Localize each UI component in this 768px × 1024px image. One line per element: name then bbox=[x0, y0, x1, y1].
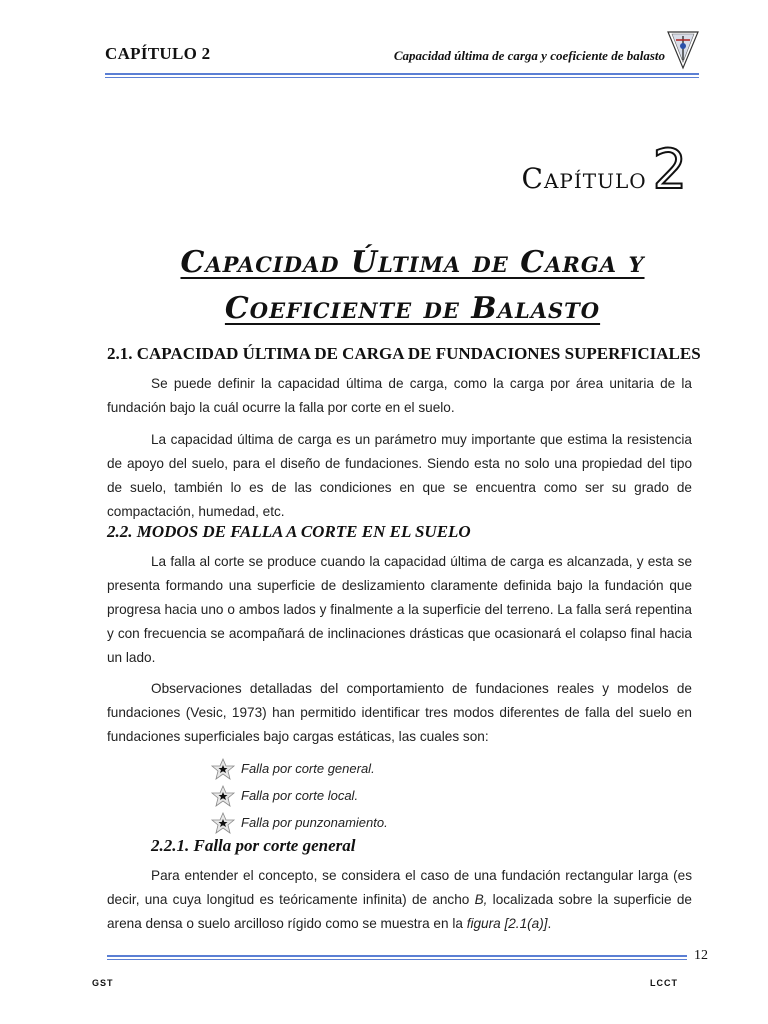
star-bullet-icon bbox=[207, 812, 239, 834]
section-2-2-paragraph-2-text: Observaciones detalladas del comportamiento de fundaciones reales y modelos de fundaciones (Vesic, 1973) han permitido identificar tres modos diferentes de falla del suelo en fundaciones superficiales bajo cargas estáticas, las cuales son: bbox=[107, 681, 692, 744]
star-bullet-icon bbox=[207, 758, 239, 780]
failure-modes-list bbox=[207, 755, 388, 836]
chapter-title-line1: Capacidad Última de Carga y bbox=[180, 245, 645, 280]
list-item bbox=[207, 782, 388, 809]
list-item-label: Falla por punzonamiento. bbox=[241, 815, 388, 830]
chapter-heading-number: 2 bbox=[652, 138, 688, 201]
section-2-2-1-heading: 2.2.1. Falla por corte general bbox=[151, 836, 356, 855]
header-rule-thin bbox=[105, 77, 699, 78]
list-item bbox=[207, 755, 388, 782]
section-2-1-paragraph-2 bbox=[107, 428, 692, 524]
section-2-2-paragraph-1 bbox=[107, 550, 692, 670]
section-2-2-1-text-c: . bbox=[547, 916, 552, 931]
figure-reference: figura [2.1(a)] bbox=[466, 916, 548, 931]
page-header bbox=[105, 44, 665, 70]
university-shield-logo-icon bbox=[666, 30, 700, 70]
section-2-1-paragraph-1 bbox=[107, 372, 692, 420]
list-item bbox=[207, 809, 388, 836]
list-item-label: Falla por corte local. bbox=[241, 788, 359, 803]
variable-b: B, bbox=[474, 892, 488, 907]
header-rule bbox=[105, 73, 699, 75]
star-bullet-icon bbox=[207, 785, 239, 807]
section-2-2-heading: 2.2. MODOS DE FALLA A CORTE EN EL SUELO bbox=[107, 522, 471, 541]
header-chapter: CAPÍTULO 2 bbox=[105, 44, 211, 63]
header-running-title: Capacidad última de carga y coeficiente de balasto bbox=[393, 48, 665, 63]
section-2-2-1-text-b: localizada sobre la superficie de arena densa o suelo arcilloso rígido como se muestra en la bbox=[107, 892, 692, 931]
chapter-heading-label: Capítulo bbox=[521, 162, 647, 195]
list-item-label: Falla por corte general. bbox=[241, 761, 375, 776]
section-2-2-1-paragraph bbox=[107, 864, 692, 936]
chapter-title-line2: Coeficiente de Balasto bbox=[224, 291, 601, 326]
chapter-heading bbox=[522, 138, 688, 201]
footer-left-label: GST bbox=[92, 978, 114, 988]
footer-rule-thin bbox=[107, 959, 687, 960]
footer-rule bbox=[107, 955, 687, 957]
section-2-1-paragraph-2-text: La capacidad última de carga es un parámetro muy importante que estima la resistencia de apoyo del suelo, para el diseño de fundaciones. Siendo esta no solo una propiedad del tipo de suelo, también lo es de las condiciones en que se encuentra como ser su grado de compactación, humedad, etc. bbox=[107, 432, 692, 519]
page-number: 12 bbox=[694, 948, 708, 963]
section-2-2-paragraph-1-text: La falla al corte se produce cuando la capacidad última de carga es alcanzada, y esta se presenta formando una superficie de deslizamiento claramente definida bajo la fundación que progresa hacia uno o ambos lados y finalmente a la superficie del terreno. La falla será repentina y con frecuencia se acompañará de inclinaciones drásticas que ocasionará el colapso final hacia un lado. bbox=[107, 554, 692, 665]
section-2-1-heading: 2.1. CAPACIDAD ÚLTIMA DE CARGA DE FUNDACIONES SUPERFICIALES bbox=[107, 344, 701, 363]
section-2-2-paragraph-2 bbox=[107, 677, 692, 749]
chapter-title bbox=[100, 240, 725, 332]
footer-right-label: LCCT bbox=[650, 978, 678, 988]
section-2-2-1-text-a: Para entender el concepto, se considera el caso de una fundación rectangular larga (es decir, una cuya longitud es teóricamente infinita) de ancho bbox=[107, 868, 692, 907]
section-2-1-paragraph-1-text: Se puede definir la capacidad última de carga, como la carga por área unitaria de la fundación bajo la cuál ocurre la falla por corte en el suelo. bbox=[107, 376, 692, 415]
